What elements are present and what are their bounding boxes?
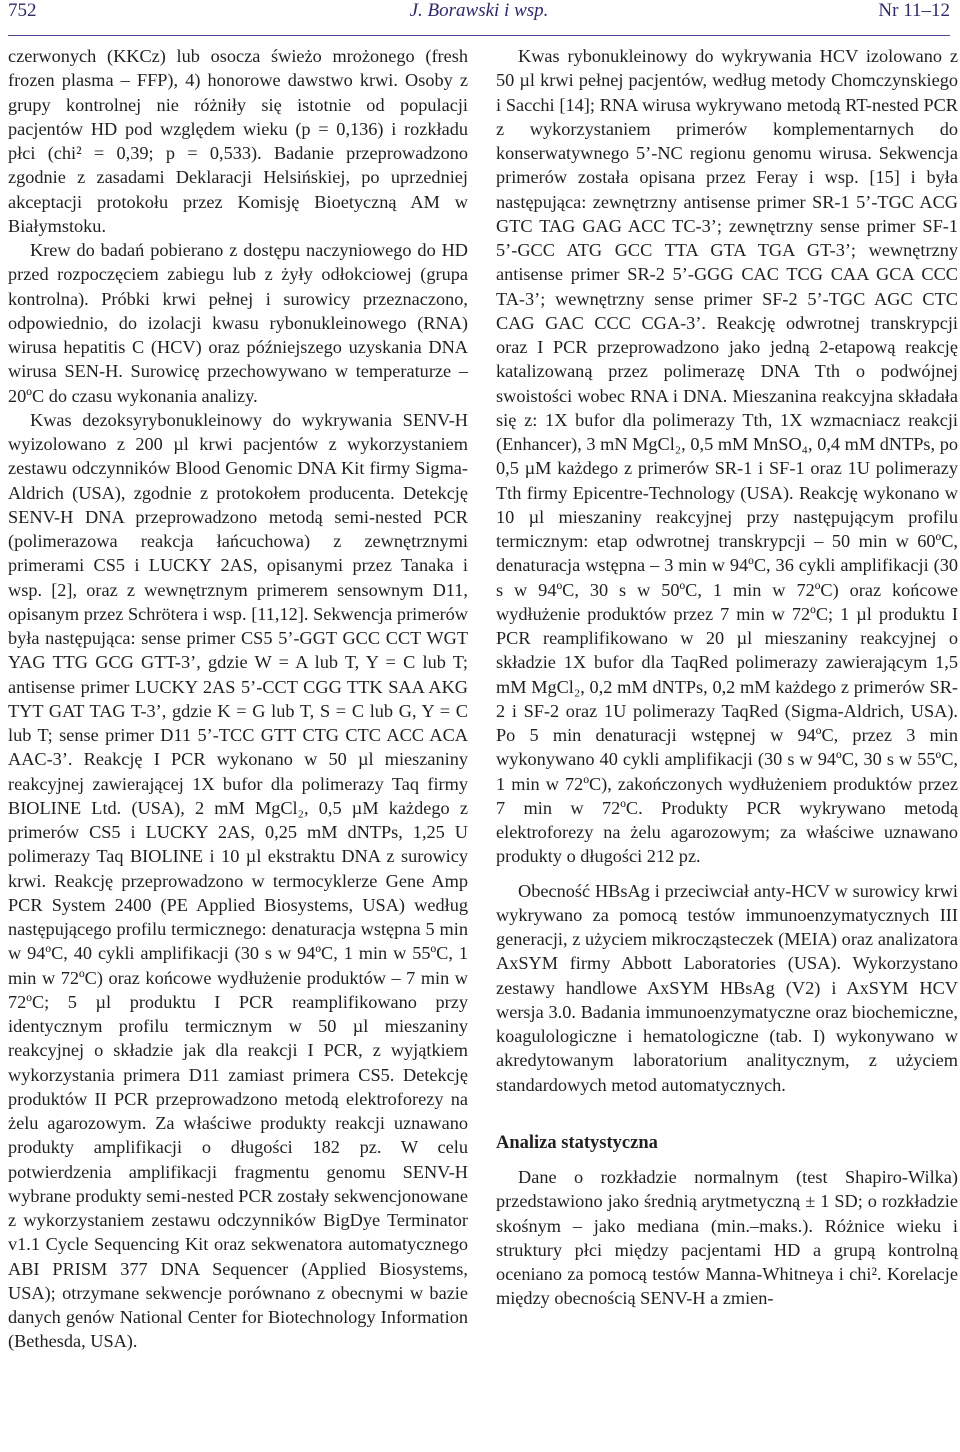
paragraph-immunoassays: Obecność HBsAg i przeciwciał anty-HCV w surowicy krwi wykrywano za pomocą testów immunoenzymatycznych III generacji, z użyciem mikrocząsteczek (MEIA) oraz analizatora AxSYM firmy Abbott Laboratories (USA). Wykorzystano zestawy handlowe AxSYM HBsAg (V2) i AxSYM HCV wersja 3.0. Badania immunoenzymatyczne oraz biochemiczne, koagulologiczne i hematologiczne (tab. I) wykonywano w akredytowanym laboratorium analitycznym, z użyciem standardowych metod automatycznych. (496, 880, 958, 1095)
paragraph-participants: czerwonych (KKCz) lub osocza świeżo mrożonego (fresh frozen plasma – FFP), 4) honorowe dawstwo krwi. Osoby z grupy kontrolnej nie różniły się istotnie od populacji pacjentów HD pod względem wieku (p = 0,136) i rozkładu płci (chi² = 0,39; p = 0,533). Badanie przeprowadzono zgodnie z zasadami Deklaracji Helsińskiej, po uprzedniej akceptacji protokołu przez Komisję Bioetyczną AM w Białymstoku. (8, 46, 468, 236)
right-column (496, 44, 958, 1311)
header-rule (8, 35, 950, 36)
left-column (8, 44, 468, 1354)
issue-number: Nr 11–12 (878, 0, 950, 21)
paragraph-blood-sampling: Krew do badań pobierano z dostępu naczyniowego do HD przed rozpoczęciem zabiegu lub z żyły odłokciowej (grupa kontrolna). Próbki krwi pełnej i surowicy przeznaczono, odpowiednio, do izolacji kwasu rybonukleinowego (RNA) wirusa hepatitis C (HCV) oraz późniejszego uzyskania DNA wirusa SEN-H. Surowicę przechowywano w temperaturze –20ºC do czasu wykonania analizy. (8, 240, 468, 406)
running-authors: J. Borawski i wsp. (409, 0, 549, 21)
page-number: 752 (8, 0, 37, 21)
paragraph-statistics: Dane o rozkładzie normalnym (test Shapiro-Wilka) przedstawiono jako średnią arytmetyczną ± 1 SD; o rozkładzie skośnym – jako mediana (min.–maks.). Różnice wieku i struktury płci między pacjentami HD a grupą kontrolną oceniano za pomocą testów Manna-Whitneya i chi². Korelacje między obecnością SENV-H a zmien- (496, 1167, 958, 1309)
paragraph-senv-detection: Kwas dezoksyrybonukleinowy do wykrywania SENV-H wyizolowano z 200 µl krwi pacjentów z wykorzystaniem zestawu odczynników Blood Genomic DNA Kit firmy Sigma-Aldrich (USA), zgodnie z protokołem producenta. Detekcję SENV-H DNA przeprowadzono metodą semi-nested PCR (polimerazowa reakcja łańcuchowa) z zewnętrznymi primerami CS5 i LUCKY 2AS, opisanymi przez Tanaka i wsp. [2], oraz z wewnętrznym primerem sensownym D11, opisanym przez Schrötera i wsp. [11,12]. Sekwencja primerów była następująca: sense primer CS5 5’-GGT GCC CCT WGT YAG TTG GCG GTT-3’, gdzie W = A lub T, Y = C lub T; antisense primer LUCKY 2AS 5’-CCT CGG TTK SAA AKG TYT GAT TAG T-3’, gdzie K = G lub T, S = C lub G, Y = C lub T; sense primer D11 5’-TCC GTT CTG CTC ACC ACA AAC-3’. Reakcję I PCR wykonano w 50 µl mieszaniny reakcyjnej zawierającej 1X bufor dla polimerazy Taq firmy BIOLINE Ltd. (USA), 2 mM MgCl₂, 0,5 µM każdego z primerów CS5 i LUCKY 2AS, 0,25 mM dNTPs, 1,25 U polimerazy Taq BIOLINE i 10 µl ekstraktu DNA z surowicy krwi. Reakcję przeprowadzono w termocyklerze Gene Amp PCR System 2400 (PE Applied Biosystems, USA) według następującego profilu termicznego: denaturacja wstępna 5 min w 94ºC, 40 cykli amplifikacji (30 s w 94ºC, 1 min w 55ºC, 1 min w 72ºC) oraz końcowe wydłużenie produktów – 7 min w 72ºC; 5 µl produktu I PCR reamplifikowano przy identycznym profilu termicznym w 50 µl mieszaniny reakcyjnej o składzie jak dla reakcji I PCR, z wyjątkiem wykorzystania primera D11 zamiast primera CS5. Detekcję produktów II PCR przeprowadzono metodą elektroforezy na żelu agarozowym. Za właściwe produkty reakcji uznawano produkty amplifikacji o długości 182 pz. W celu potwierdzenia amplifikacji fragmentu genomu SENV-H wybrane produkty semi-nested PCR zostały sekwencjonowane z wykorzystaniem zestawu odczynników BigDye Terminator v1.1 Cycle Sequencing Kit oraz sekwenatora automatycznego ABI PRISM 377 DNA Sequencer (Applied Biosystems, USA); otrzymane sekwencje porównano z obecnymi w bazie danych genów National Center for Biotechnology Information (Bethesda, USA). (8, 409, 468, 1352)
section-heading-statistics: Analiza statystyczna (496, 1132, 658, 1153)
paragraph-hcv-detection: Kwas rybonukleinowy do wykrywania HCV izolowano z 50 µl krwi pełnej pacjentów, według metody Chomczynskiego i Sacchi [14]; RNA wirusa wykrywano metodą RT-nested PCR z wykorzystaniem primerów komplementarnych do konserwatywnego 5’-NC regionu genomu wirusa. Sekwencja primerów została opisana przez Feray i wsp. [15] i była następująca: zewnętrzny antisense primer SR-1 5’-TGC ACG GTC TAG GAG ACC TC-3’; zewnętrzny sense primer SF-1 5’-GCC ATG GCC TTA GTA TGA GT-3’; wewnętrzny antisense primer SR-2 5’-GGG CAC TCG CAA GCA CCC TA-3’; wewnętrzny sense primer SF-2 5’-TGC AGC CTC CAG GAC CCC CGA-3’. Reakcję odwrotnej transkrypcji oraz I PCR przeprowadzono jako jedną 2-etapową reakcję katalizowaną przez polimerazę DNA Tth o podwójnej swoistości wobec RNA i DNA. Mieszanina reakcyjna składała się z: 1X bufor dla polimerazy Tth, 1X wzmacniacz reakcji (Enhancer), 3 mN MgCl₂, 0,5 mM MnSO₄, 0,4 mM dNTPs, po 0,5 µM każdego z primerów SR-1 i SF-1 oraz 1U polimerazy Tth firmy Epicentre-Technology (USA). Reakcję wykonano w 10 µl mieszaniny reakcyjnej przy następującym profilu termicznym: etap odwrotnej transkrypcji – 50 min w 60ºC, denaturacja wstępna – 3 min w 94ºC, 36 cykli amplifikacji (30 s w 94ºC, 30 s w 50ºC, 1 min w 72ºC) oraz końcowe wydłużenie produktów przez 7 min w 72ºC; 1 µl produktu I PCR reamplifikowano w 20 µl mieszaniny reakcyjnej o składzie 1X bufor dla TaqRed polimerazy zawierającym 1,5 mM MgCl₂, 0,2 mM dNTPs, 0,2 mM każdego z primerów SR-2 i SF-2 oraz 1U polimerazy TaqRed (Sigma-Aldrich, USA). Po 5 min denaturacji wstępnej w 94ºC, przez 3 min wykonywano 40 cykli amplifikacji (30 s w 94ºC, 30 s w 55ºC, 1 min w 72ºC), zakończonych wydłużeniem produktów przez 7 min w 72ºC. Produkty PCR wykrywano metodą elektroforezy na żelu agarozowym; za właściwe uznawano produkty o długości 212 pz. (496, 46, 958, 867)
running-header (8, 0, 950, 26)
